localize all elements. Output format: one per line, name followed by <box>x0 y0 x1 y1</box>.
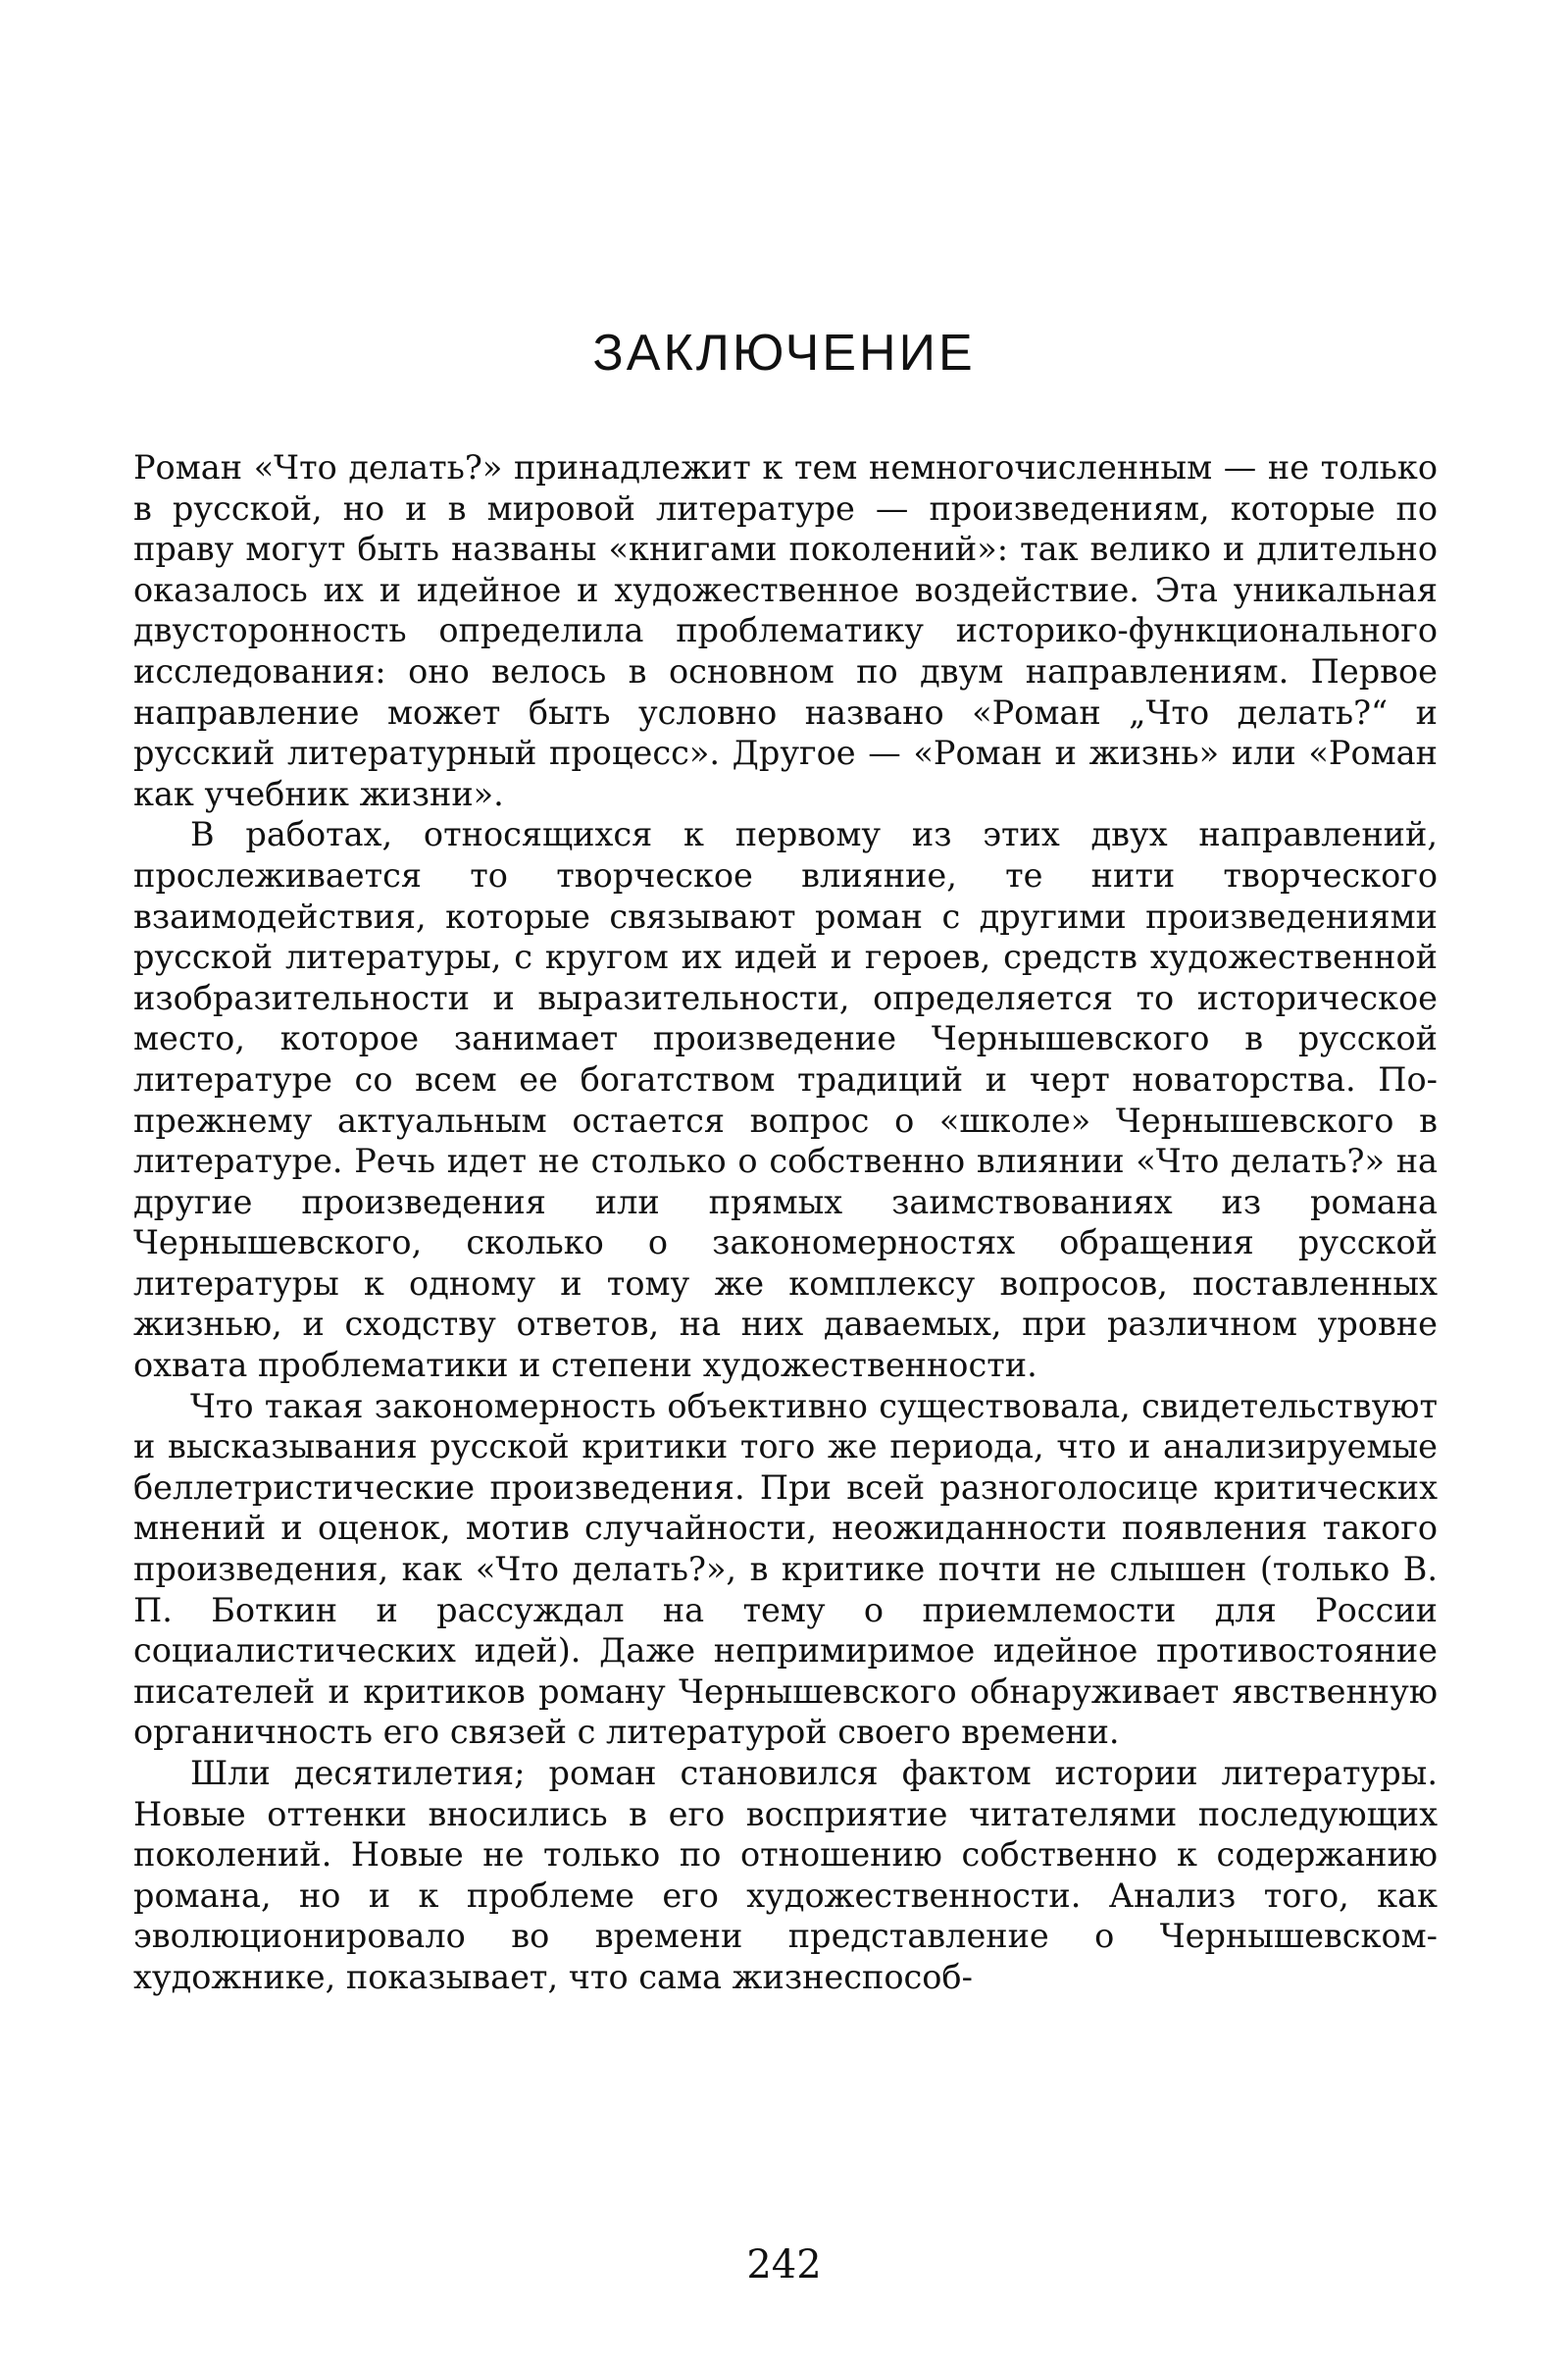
paragraph: Шли десятилетия; роман становился фактом истории литературы. Новые оттенки вносились в его восприятие читателями последующих поколений. Новые не только по отношению собственно к содержанию романа, но и к проблеме его художественности. Анализ того, как эволюционировало во времени представление о Чернышевском-художнике, показывает, что сама жизнеспособ- <box>133 1754 1438 1996</box>
paragraph: Что такая закономерность объективно существовала, свидетельствуют и высказывания русской критики того же периода, что и анализируемые беллетристические произведения. При всей разноголосице критических мнений и оценок, мотив случайности, неожиданности появления такого произведения, как «Что делать?», в критике почти не слышен (только В. П. Боткин и рассуждал на тему о приемлемости для России социалистических идей). Даже непримиримое идейное противостояние писателей и критиков роману Чернышевского обнаруживает явственную органичность его связей с литературой своего времени. <box>133 1386 1438 1752</box>
page-number: 242 <box>746 2242 822 2287</box>
body-text <box>133 447 1438 1998</box>
chapter-heading: ЗАКЛЮЧЕНИЕ <box>592 325 976 382</box>
paragraph: Роман «Что делать?» принадлежит к тем немногочисленным — не только в русской, но и в мировой литературе — произведениям, которые по праву могут быть названы «книгами поколений»: так велико и длительно оказалось их и идейное и художественное воздействие. Эта уникальная двусторонность определила проблематику историко-функционального исследования: оно велось в основном по двум направлениям. Первое направление может быть условно названо «Роман „Что делать?“ и русский литературный процесс». Другое — «Роман и жизнь» или «Роман как учебник жизни». <box>133 448 1438 813</box>
paragraph: В работах, относящихся к первому из этих двух направлений, прослеживается то творческое влияние, те нити творческого взаимодействия, которые связывают роман с другими произведениями русской литературы, с кругом их идей и героев, средств художественной изобразительности и выразительности, определяется то историческое место, которое занимает произведение Чернышевского в русской литературе со всем ее богатством традиций и черт новаторства. По-прежнему актуальным остается вопрос о «школе» Чернышевского в литературе. Речь идет не столько о собственно влиянии «Что делать?» на другие произведения или прямых заимствованиях из романа Чернышевского, сколько о закономерностях обращения русской литературы к одному и тому же комплексу вопросов, поставленных жизнью, и сходству ответов, на них даваемых, при различном уровне охвата проблематики и степени художественности. <box>133 815 1438 1385</box>
